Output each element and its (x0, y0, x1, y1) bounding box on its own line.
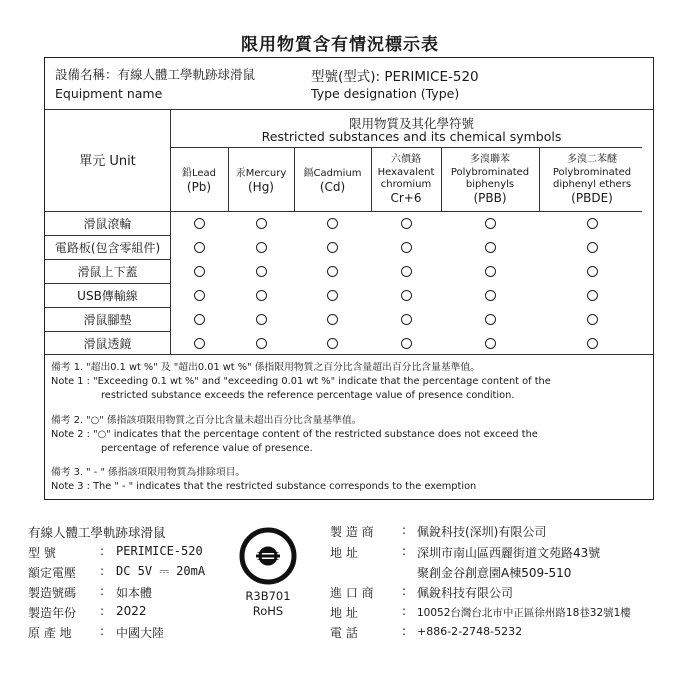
column-header-chromium: 六價鉻 Hexavalent chromium Cr+6 (377, 154, 435, 205)
note-1-en-cont: restricted substance exceeds the reference percentage value of presence condition. (101, 390, 515, 401)
divider (45, 109, 653, 110)
colon: : (100, 544, 105, 558)
note-3-en: Note 3 : The " - " indicates that the restricted substance corresponds to the exemption (51, 481, 477, 492)
column-header-lead: 鉛Lead (Pb) (181, 168, 217, 194)
manufacturer: 佩銳科技(深圳)有限公司 (417, 525, 547, 539)
compliance-mark (401, 314, 412, 325)
compliance-mark (485, 290, 496, 301)
row-label: 滑鼠透鏡 (83, 337, 132, 351)
colon: : (402, 544, 407, 558)
company-label: 地 址 (330, 606, 358, 620)
rohs-table-box (44, 57, 654, 500)
product-name: 有線人體工學軌跡球滑鼠 (28, 525, 166, 540)
unit-header: 單元 Unit (79, 154, 136, 169)
compliance-mark (194, 290, 205, 301)
column-header-mercury: 汞Mercury (Hg) (235, 168, 287, 194)
type-designation-en: Type designation (Type) (311, 86, 460, 101)
colon: : (100, 584, 105, 598)
serial-number: 如本體 (116, 586, 153, 600)
compliance-mark (485, 314, 496, 325)
compliance-mark (327, 242, 338, 253)
product-model: PERIMICE-520 (116, 544, 203, 558)
compliance-mark (327, 338, 338, 349)
manufacturer-address: 深圳市南山區西麗街道文苑路43號 (417, 546, 601, 560)
compliance-mark (256, 266, 267, 277)
page-title: 限用物質含有情況標示表 (241, 35, 439, 55)
compliance-mark (327, 290, 338, 301)
compliance-mark (327, 218, 338, 229)
company-label: 電 話 (330, 626, 358, 640)
manufacture-year: 2022 (116, 604, 147, 618)
compliance-mark (256, 338, 267, 349)
divider (45, 235, 170, 236)
compliance-mark (485, 338, 496, 349)
compliance-mark (256, 242, 267, 253)
substances-header-en: Restricted substances and its chemical symbols (261, 129, 562, 144)
compliance-mark (485, 266, 496, 277)
column-header-cadmium: 鎘Cadmium (Cd) (303, 168, 362, 194)
compliance-mark (485, 218, 496, 229)
compliance-mark (401, 338, 412, 349)
equipment-name-cn: 設備名稱：有線人體工學軌跡球滑鼠 (55, 67, 256, 82)
company-label: 地 址 (330, 546, 358, 560)
row-label: 滑鼠滾輪 (83, 217, 132, 231)
row-label: USB傳輸線 (77, 289, 138, 303)
bsmi-code: R3B701 (245, 589, 291, 603)
country-of-origin: 中國大陸 (116, 626, 165, 640)
note-1-cn: 備考 1. "超出0.1 wt %" 及 "超出0.01 wt %" 係指限用物質之百分比含量超出百分比含量基準值。 (51, 362, 481, 373)
compliance-mark (401, 242, 412, 253)
compliance-mark (194, 314, 205, 325)
compliance-mark (194, 338, 205, 349)
rohs-label: RoHS (252, 604, 284, 618)
note-1-en: Note 1 : "Exceeding 0.1 wt %" and "exceeding 0.01 wt %" indicate that the percentage content of the (51, 376, 551, 387)
compliance-mark (401, 266, 412, 277)
colon: : (100, 604, 105, 618)
note-3-cn: 備考 3. " - " 係指該項限用物質為排除項目。 (51, 467, 246, 478)
company-label: 製 造 商 (330, 525, 374, 539)
company-label: 進 口 商 (330, 586, 374, 600)
compliance-mark (256, 218, 267, 229)
compliance-mark (587, 314, 598, 325)
note-2-en-cont: percentage of reference value of presence. (101, 443, 313, 454)
note-2-en: Note 2 : "○" indicates that the percentage content of the restricted substance does not exceed the (51, 429, 538, 440)
importer-address: 10052台灣台北市中正區徐州路18巷32號1樓 (417, 607, 631, 619)
substances-header-cn: 限用物質及其化學符號 (348, 116, 474, 131)
phone: +886-2-2748-5232 (417, 625, 523, 638)
compliance-mark (401, 290, 412, 301)
colon: : (402, 624, 407, 638)
compliance-mark (194, 266, 205, 277)
compliance-mark (194, 218, 205, 229)
importer: 佩銳科技有限公司 (417, 586, 514, 600)
colon: : (100, 564, 105, 578)
manufacturer-address-line-2: 聚創金谷創意園A棟509-510 (417, 566, 572, 580)
row-label: 滑鼠上下蓋 (77, 265, 138, 279)
column-header-pbde: 多溴二苯醚 Polybrominated diphenyl ethers (PBDE) (552, 154, 632, 205)
colon: : (402, 523, 407, 537)
compliance-mark (485, 242, 496, 253)
divider (45, 331, 170, 332)
compliance-mark (194, 242, 205, 253)
product-field-label: 製造年份 (28, 606, 77, 620)
compliance-mark (587, 338, 598, 349)
compliance-mark (256, 290, 267, 301)
row-label: 滑鼠腳墊 (83, 313, 132, 327)
product-field-label: 額定電壓 (28, 566, 77, 580)
colon: : (402, 604, 407, 618)
compliance-mark (256, 314, 267, 325)
divider (45, 307, 170, 308)
compliance-mark (587, 218, 598, 229)
product-field-label: 原 產 地 (28, 626, 72, 640)
compliance-mark (327, 266, 338, 277)
compliance-mark (587, 266, 598, 277)
divider (45, 211, 642, 212)
rated-voltage: DC 5V ⎓ 20mA (116, 564, 206, 578)
compliance-mark (587, 242, 598, 253)
product-field-label: 型 號 (28, 546, 56, 560)
colon: : (402, 584, 407, 598)
compliance-mark (587, 290, 598, 301)
divider (45, 259, 170, 260)
row-label: 電路板(包含零組件) (54, 241, 161, 255)
divider (170, 109, 171, 354)
divider (170, 147, 642, 148)
compliance-mark (401, 218, 412, 229)
compliance-mark (327, 314, 338, 325)
divider (45, 283, 170, 284)
bsmi-certification-icon (238, 526, 298, 586)
equipment-name-en: Equipment name (55, 86, 163, 101)
type-designation-cn: 型號(型式): PERIMICE-520 (311, 69, 479, 85)
colon: : (100, 624, 105, 638)
note-2-cn: 備考 2. "○" 係指該項限用物質之百分比含量未超出百分比含量基準值。 (51, 415, 362, 426)
column-header-pbb: 多溴聯苯 Polybrominated biphenyls (PBB) (450, 154, 530, 205)
divider (45, 354, 653, 355)
product-field-label: 製造號碼 (28, 586, 77, 600)
